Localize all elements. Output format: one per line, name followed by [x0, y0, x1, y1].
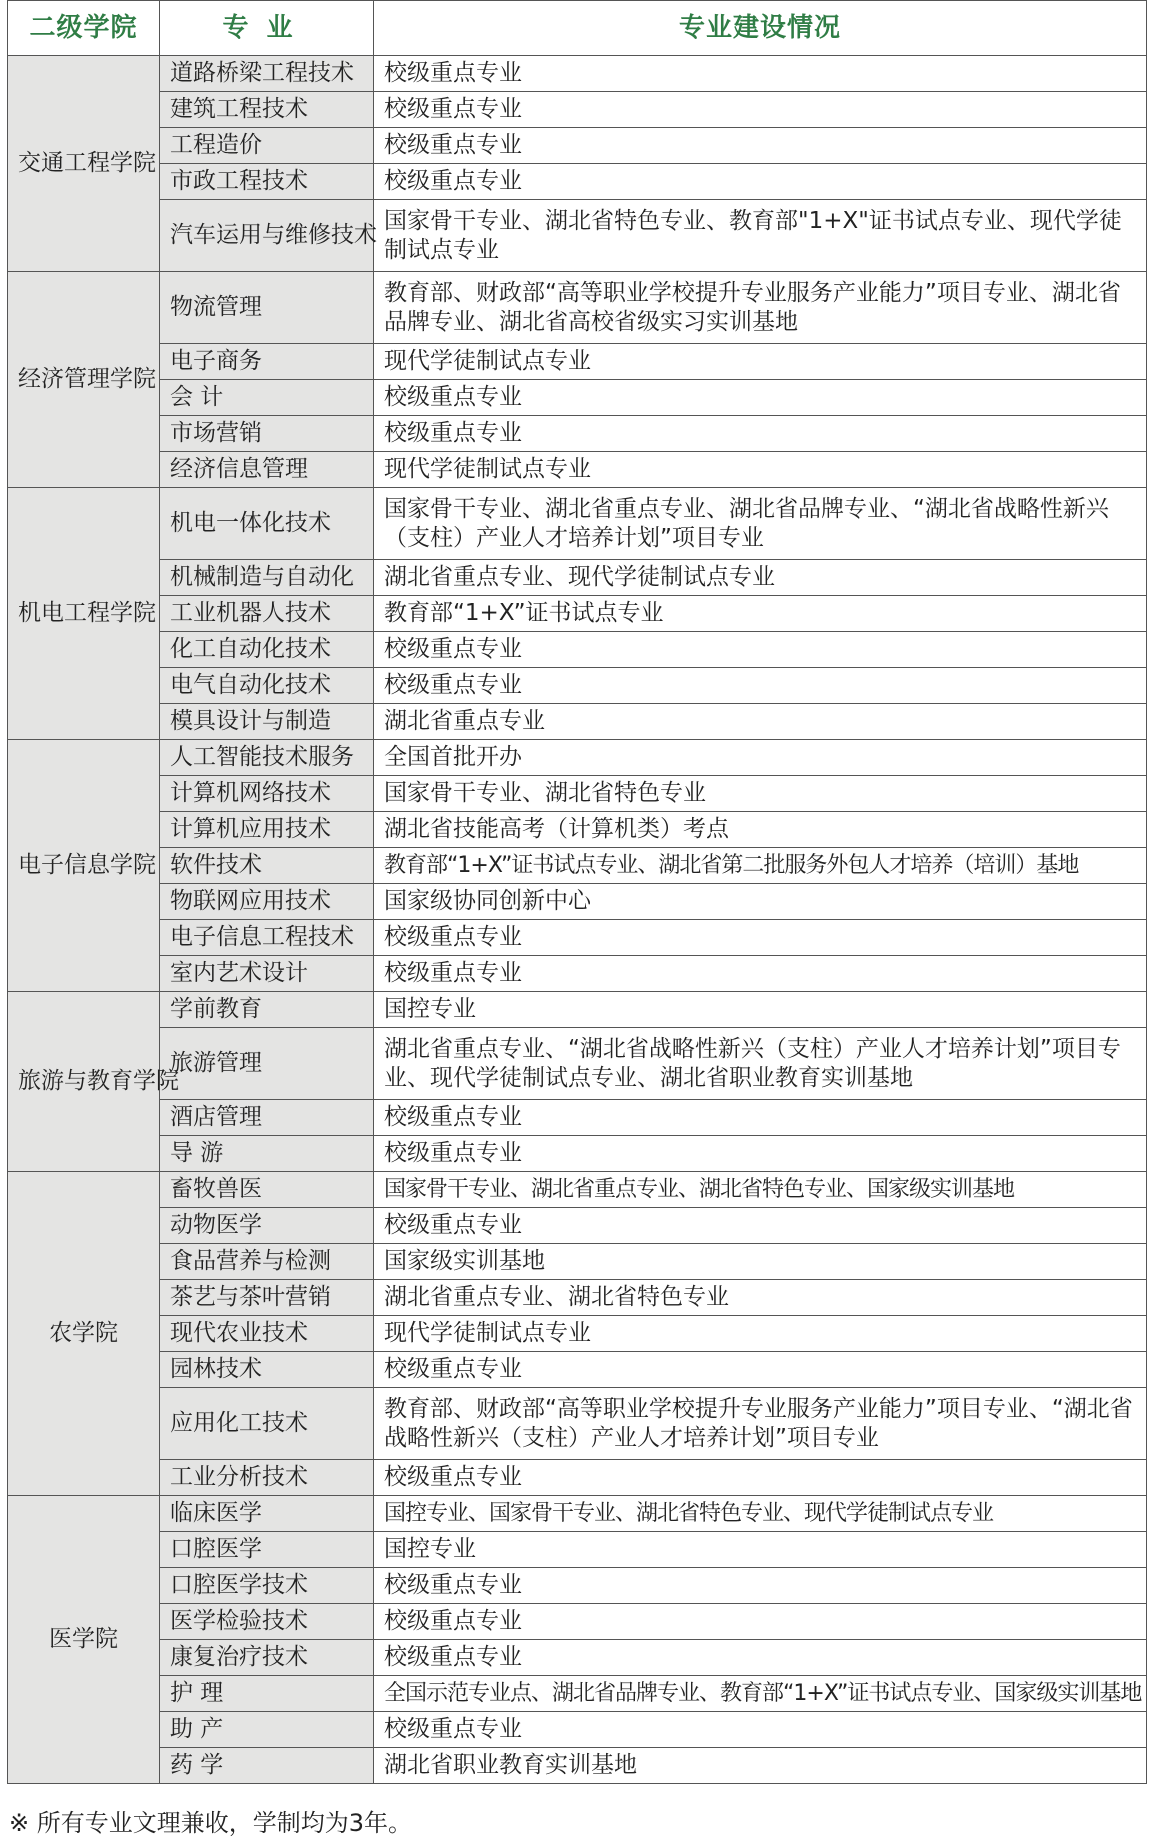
status-cell: 国控专业 — [374, 1532, 1147, 1568]
major-cell: 建筑工程技术 — [160, 92, 374, 128]
major-cell: 工程造价 — [160, 128, 374, 164]
major-cell: 导 游 — [160, 1136, 374, 1172]
table-row — [8, 1208, 1147, 1244]
college-cell: 经济管理学院 — [8, 272, 160, 488]
table-row — [8, 920, 1147, 956]
table-row — [8, 668, 1147, 704]
table-row — [8, 1460, 1147, 1496]
major-cell: 工业分析技术 — [160, 1460, 374, 1496]
status-cell: 校级重点专业 — [374, 1208, 1147, 1244]
major-cell: 药 学 — [160, 1748, 374, 1784]
table-row — [8, 1532, 1147, 1568]
major-cell: 医学检验技术 — [160, 1604, 374, 1640]
major-cell: 口腔医学技术 — [160, 1568, 374, 1604]
major-cell: 市政工程技术 — [160, 164, 374, 200]
header-major: 专业 — [160, 1, 374, 56]
table-row — [8, 344, 1147, 380]
major-cell: 电子商务 — [160, 344, 374, 380]
major-cell: 模具设计与制造 — [160, 704, 374, 740]
status-cell: 教育部、财政部“高等职业学校提升专业服务产业能力”项目专业、湖北省品牌专业、湖北省高校省级实习实训基地 — [374, 272, 1147, 344]
table-row — [8, 1712, 1147, 1748]
table-row — [8, 740, 1147, 776]
major-cell: 汽车运用与维修技术 — [160, 200, 374, 272]
table-row — [8, 1136, 1147, 1172]
status-cell: 湖北省重点专业、“湖北省战略性新兴（支柱）产业人才培养计划”项目专业、现代学徒制试点专业、湖北省职业教育实训基地 — [374, 1028, 1147, 1100]
status-cell: 全国示范专业点、湖北省品牌专业、教育部“1+X”证书试点专业、国家级实训基地 — [374, 1676, 1147, 1712]
major-cell: 临床医学 — [160, 1496, 374, 1532]
table-row — [8, 488, 1147, 560]
table-row — [8, 380, 1147, 416]
status-cell: 校级重点专业 — [374, 920, 1147, 956]
table-row — [8, 1280, 1147, 1316]
status-cell: 校级重点专业 — [374, 1100, 1147, 1136]
table-row — [8, 884, 1147, 920]
major-cell: 学前教育 — [160, 992, 374, 1028]
table-row — [8, 128, 1147, 164]
college-cell: 电子信息学院 — [8, 740, 160, 992]
table-row — [8, 1604, 1147, 1640]
table-row — [8, 812, 1147, 848]
status-cell: 国家骨干专业、湖北省重点专业、湖北省特色专业、国家级实训基地 — [374, 1172, 1147, 1208]
status-cell: 国家骨干专业、湖北省特色专业 — [374, 776, 1147, 812]
status-cell: 校级重点专业 — [374, 92, 1147, 128]
table-row — [8, 776, 1147, 812]
status-cell: 校级重点专业 — [374, 1604, 1147, 1640]
status-cell: 国家级实训基地 — [374, 1244, 1147, 1280]
table-row — [8, 1316, 1147, 1352]
major-cell: 园林技术 — [160, 1352, 374, 1388]
table-row — [8, 1496, 1147, 1532]
table-row — [8, 704, 1147, 740]
college-cell: 医学院 — [8, 1496, 160, 1784]
status-cell: 现代学徒制试点专业 — [374, 1316, 1147, 1352]
major-cell: 道路桥梁工程技术 — [160, 56, 374, 92]
status-cell: 校级重点专业 — [374, 668, 1147, 704]
status-cell: 教育部、财政部“高等职业学校提升专业服务产业能力”项目专业、“湖北省战略性新兴（支柱）产业人才培养计划”项目专业 — [374, 1388, 1147, 1460]
status-cell: 校级重点专业 — [374, 380, 1147, 416]
table-row — [8, 1388, 1147, 1460]
major-cell: 机械制造与自动化 — [160, 560, 374, 596]
table-row — [8, 1748, 1147, 1784]
table-row — [8, 848, 1147, 884]
major-cell: 护 理 — [160, 1676, 374, 1712]
status-cell: 现代学徒制试点专业 — [374, 344, 1147, 380]
major-cell: 物流管理 — [160, 272, 374, 344]
table-row — [8, 200, 1147, 272]
table-row — [8, 596, 1147, 632]
status-cell: 湖北省职业教育实训基地 — [374, 1748, 1147, 1784]
status-cell: 湖北省重点专业、湖北省特色专业 — [374, 1280, 1147, 1316]
table-row — [8, 992, 1147, 1028]
status-cell: 校级重点专业 — [374, 956, 1147, 992]
major-cell: 酒店管理 — [160, 1100, 374, 1136]
status-cell: 国家骨干专业、湖北省重点专业、湖北省品牌专业、“湖北省战略性新兴（支柱）产业人才培养计划”项目专业 — [374, 488, 1147, 560]
table-row — [8, 956, 1147, 992]
major-cell: 软件技术 — [160, 848, 374, 884]
status-cell: 湖北省技能高考（计算机类）考点 — [374, 812, 1147, 848]
status-cell: 湖北省重点专业 — [374, 704, 1147, 740]
table-row — [8, 56, 1147, 92]
table-row — [8, 1172, 1147, 1208]
major-cell: 电子信息工程技术 — [160, 920, 374, 956]
college-cell: 交通工程学院 — [8, 56, 160, 272]
major-cell: 会 计 — [160, 380, 374, 416]
table-row — [8, 1568, 1147, 1604]
table-row — [8, 1100, 1147, 1136]
table-body — [8, 56, 1147, 1784]
table-row — [8, 560, 1147, 596]
header-status: 专业建设情况 — [374, 1, 1147, 56]
college-cell: 机电工程学院 — [8, 488, 160, 740]
status-cell: 校级重点专业 — [374, 1640, 1147, 1676]
major-cell: 电气自动化技术 — [160, 668, 374, 704]
table-row — [8, 452, 1147, 488]
status-cell: 校级重点专业 — [374, 56, 1147, 92]
table-row — [8, 272, 1147, 344]
status-cell: 全国首批开办 — [374, 740, 1147, 776]
major-cell: 化工自动化技术 — [160, 632, 374, 668]
status-cell: 校级重点专业 — [374, 1352, 1147, 1388]
major-cell: 旅游管理 — [160, 1028, 374, 1100]
college-cell: 农学院 — [8, 1172, 160, 1496]
status-cell: 国家骨干专业、湖北省特色专业、教育部"1+X"证书试点专业、现代学徒制试点专业 — [374, 200, 1147, 272]
status-cell: 国控专业、国家骨干专业、湖北省特色专业、现代学徒制试点专业 — [374, 1496, 1147, 1532]
status-cell: 湖北省重点专业、现代学徒制试点专业 — [374, 560, 1147, 596]
major-cell: 畜牧兽医 — [160, 1172, 374, 1208]
status-cell: 校级重点专业 — [374, 1568, 1147, 1604]
table-row — [8, 1244, 1147, 1280]
header-college: 二级学院 — [8, 1, 160, 56]
header-row — [8, 1, 1147, 56]
table-row — [8, 632, 1147, 668]
status-cell: 现代学徒制试点专业 — [374, 452, 1147, 488]
status-cell: 教育部“1+X”证书试点专业、湖北省第二批服务外包人才培养（培训）基地 — [374, 848, 1147, 884]
status-cell: 校级重点专业 — [374, 1712, 1147, 1748]
major-cell: 康复治疗技术 — [160, 1640, 374, 1676]
major-cell: 动物医学 — [160, 1208, 374, 1244]
major-cell: 助 产 — [160, 1712, 374, 1748]
table-row — [8, 1640, 1147, 1676]
major-cell: 市场营销 — [160, 416, 374, 452]
major-cell: 口腔医学 — [160, 1532, 374, 1568]
major-cell: 茶艺与茶叶营销 — [160, 1280, 374, 1316]
major-cell: 食品营养与检测 — [160, 1244, 374, 1280]
table-row — [8, 1352, 1147, 1388]
status-cell: 校级重点专业 — [374, 128, 1147, 164]
status-cell: 国家级协同创新中心 — [374, 884, 1147, 920]
major-cell: 工业机器人技术 — [160, 596, 374, 632]
status-cell: 校级重点专业 — [374, 632, 1147, 668]
college-cell: 旅游与教育学院 — [8, 992, 160, 1172]
table-row — [8, 416, 1147, 452]
status-cell: 校级重点专业 — [374, 416, 1147, 452]
status-cell: 国控专业 — [374, 992, 1147, 1028]
status-cell: 校级重点专业 — [374, 164, 1147, 200]
major-cell: 室内艺术设计 — [160, 956, 374, 992]
table-row — [8, 92, 1147, 128]
major-cell: 物联网应用技术 — [160, 884, 374, 920]
status-cell: 校级重点专业 — [374, 1460, 1147, 1496]
table-row — [8, 164, 1147, 200]
majors-table — [7, 0, 1147, 1784]
major-cell: 经济信息管理 — [160, 452, 374, 488]
major-cell: 计算机应用技术 — [160, 812, 374, 848]
table-row — [8, 1676, 1147, 1712]
footnote: ※ 所有专业文理兼收，学制均为3年。 — [9, 1809, 413, 1837]
status-cell: 校级重点专业 — [374, 1136, 1147, 1172]
status-cell: 教育部“1+X”证书试点专业 — [374, 596, 1147, 632]
major-cell: 人工智能技术服务 — [160, 740, 374, 776]
major-cell: 机电一体化技术 — [160, 488, 374, 560]
major-cell: 现代农业技术 — [160, 1316, 374, 1352]
major-cell: 计算机网络技术 — [160, 776, 374, 812]
major-cell: 应用化工技术 — [160, 1388, 374, 1460]
